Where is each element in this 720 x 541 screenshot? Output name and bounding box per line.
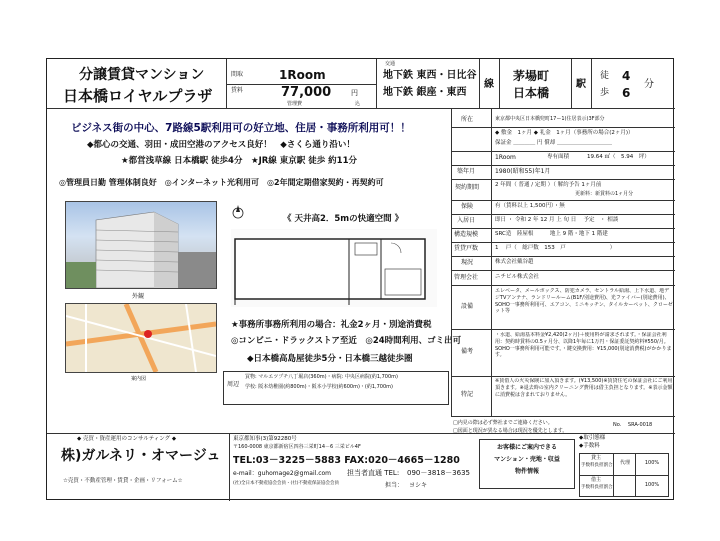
surroundings-label: 周辺	[227, 381, 240, 388]
building-photo	[65, 201, 217, 289]
person-name: ヨシキ	[409, 482, 428, 489]
movein-label: 入居日	[457, 217, 476, 224]
equipment-label: 設備	[461, 303, 474, 310]
photo-caption: 外観	[132, 293, 145, 300]
rent-label: 賃料	[231, 87, 244, 94]
area-map	[65, 303, 217, 373]
walk-label2: 歩	[600, 88, 610, 98]
catch-features: ◎管理員日勤 管理体制良好 ◎インターネット光利用可 ◎2年間定期借家契約・再契約可	[59, 178, 384, 187]
disclaimer-2: □図面と現況が異なる場合は現況を優先とします。	[453, 428, 568, 434]
current-label: 現況	[461, 259, 474, 266]
movein-value: 即日 ・ 令和 2 年 12 月 上 旬 日 予定 ・ 相談	[495, 217, 619, 223]
structure-value: SRC造 陸屋根 地上 9 階・地下 1 階建	[495, 231, 608, 237]
built-value: 1980(昭和55)年1月	[495, 168, 551, 175]
fee-share-label-1: 手数料負担割合	[581, 463, 613, 468]
contact-label: 担当者直通 TEL:	[347, 469, 400, 477]
remarks-label: 備考	[461, 348, 474, 355]
special-label: 特記	[461, 391, 474, 398]
line-suffix: 線	[484, 79, 494, 90]
license-number: 東京都知事(3)第92280号	[233, 436, 297, 442]
address-label: 所在	[461, 116, 474, 123]
period-label: 契約期間	[455, 184, 480, 191]
remarks-value: ・水道、給湯基本料金¥2,420(2ヶ月)＋使用料が請求されます。・保証会社利用：契約時賃料の0.5ヶ月分、以降1年毎に1万円・保証委託契約料¥550/月。SOHO一事務所利用可能です。・鍵交換費用：¥15,000(別途消費税)がかかります。	[495, 332, 672, 359]
rent-unit: 円	[351, 89, 358, 97]
stamp-line2: マンション・売地・収益	[494, 456, 560, 463]
fee-party-lessor: 貸主	[590, 455, 601, 461]
company-address: 〒160-0008 東京都新宿区四谷三栄町14－6 三栄ビル4F	[233, 444, 361, 450]
insurance-label: 保険	[461, 203, 474, 210]
note-convenience: ◎コンビニ・ドラックストア至近 ◎24時間利用、ゴミ出可	[231, 336, 462, 346]
traffic-label: 交通	[385, 61, 396, 67]
insurance-value: 有（賃料以上 1,500円）・無	[495, 203, 565, 209]
units-label: 賃貸戸数	[454, 245, 479, 252]
note-office-use: ★事務所事務所利用の場合：礼金2ヶ月・別途消費税	[231, 320, 432, 330]
area-label: 専有面積	[547, 154, 570, 160]
walk-min2: 6	[622, 86, 631, 100]
units-value: 1 戸（ 総戸数 153 戸 ）	[495, 245, 616, 251]
surroundings-line1: 買物: マルエツプチ八丁堀店(360m)・病院: 中央区病院(約1,700m)	[245, 374, 398, 380]
layout-value: 1Room	[279, 68, 326, 82]
fee-value-lessor: 100%	[644, 460, 660, 466]
renewal-fee: 更新料：新賃料の1ヶ月分	[575, 191, 634, 197]
period-value: 2 年間（ 普通 / 定期 ）（ 解約予告 1ヶ月前	[495, 182, 602, 188]
ceiling-height: 《 天井高2．5mの快適空間 》	[283, 214, 404, 224]
layout-label: 間取	[231, 71, 244, 78]
area-value: 19.64 ㎡（ 5.94 坪）	[587, 154, 650, 160]
area-layout: 1Room	[495, 154, 516, 161]
address-value: 東京都中央区日本橋兜町17ー1(住居表示)3F部分	[495, 116, 605, 122]
company-tel-fax: TEL:03－3225－5883 FAX:020－4665－1280	[233, 455, 460, 466]
company-email: e-mail：guhomage2@gmail.com	[233, 470, 332, 477]
fee-agent-label: 代理	[619, 460, 630, 466]
station1: 茅場町	[513, 69, 550, 83]
stamp-line1: お客様にご案内できる	[496, 444, 557, 451]
special-value: ※賃借人の火災保険に加入頂きます。(¥13,500)※賃貸住宅の保証会社にご利用頂きます。※退去時の室内クリーニング費用は借主負担となります。※表示金額に消費税は含まれておりません。	[495, 378, 673, 398]
built-label: 築年月	[457, 168, 476, 175]
structure-label: 構造規模	[454, 231, 479, 238]
station-suffix: 駅	[576, 79, 586, 90]
company-name: 株)ガルネリ・オマージュ	[61, 448, 221, 464]
property-flyer	[46, 58, 674, 500]
walk-min1: 4	[622, 69, 631, 83]
surroundings-line2: 学校: 阪本幼稚園(約800m)・阪本小学校(約600m)・(約1,700m)	[245, 384, 393, 390]
contact-tel: 090－3818－3635	[407, 469, 470, 477]
deposit-row: ◆ 敷金 1ヶ月 ◆ 礼金 1ヶ月（事務所の場合(2ヶ月)）	[495, 130, 634, 136]
mgmt-company-value: ニチビル株式会社	[495, 274, 540, 280]
floor-plan	[231, 229, 437, 307]
building-name: 日本橋ロイヤルプラザ	[63, 87, 213, 105]
title-line1: 分譲賃貸マンション	[79, 67, 205, 83]
north-arrow-icon	[231, 204, 245, 218]
note-shopping: ◆日本橋高島屋徒歩5分・日本橋三越徒歩圏	[247, 354, 413, 364]
mgmt-company-label: 管理会社	[454, 274, 479, 281]
disclaimer-1: □内見の際は必ず弊社までご連絡ください。	[453, 420, 553, 426]
mgmt-fee-label: 管理費	[287, 101, 303, 107]
catch-sub2: ★都営浅草線 日本橋駅 徒歩4分 ★JR線 東京駅 徒歩 約11分	[121, 156, 357, 166]
mgmt-fee-included: 込	[355, 101, 361, 107]
station2: 日本橋	[513, 86, 550, 100]
catch-sub1: ◆都心の交通、羽田・成田空港のアクセス良好！ ◆さくら通り沿い！	[87, 140, 355, 150]
map-caption: 案内図	[131, 376, 147, 382]
fee-party-lessee: 借主	[590, 477, 601, 483]
consulting-text: ◆ 売買・資産運用のコンサルティング ◆	[77, 436, 177, 442]
equipment-value: エレベータ、メールボックス、防犯カメラ、セントラル給湯、上下水道、地デジTVアンテナ、ランドリールーム(B1F/別途費用)、光ファイバー(別途費用)、SOHO一事務所利用可、エアコン、ミニキッチン、タイルカーペット、クローゼット等	[495, 288, 673, 315]
current-value: 株式会社戴谷趙	[495, 259, 534, 265]
rent-value: 77,000	[281, 85, 332, 100]
trade-type-label: ◆取引態様	[579, 435, 606, 441]
stamp-line3: 物件情報	[514, 468, 539, 475]
document-number: No. SRA-0018	[613, 422, 653, 428]
association-text: (社)全日本不動産協会会員・(社)不動産保証協会会員	[233, 481, 340, 486]
walk-label1: 徒	[600, 71, 610, 81]
fee-label: ◆手数料	[579, 443, 600, 449]
person-label: 担当：	[385, 482, 404, 489]
services-text: ☆売買・不動産管理・賃貸・企画・リフォーム☆	[63, 478, 183, 484]
line1: 地下鉄 東西・日比谷	[383, 70, 477, 81]
fee-value-lessee: 100%	[644, 482, 660, 488]
fee-share-label-2: 手数料負担割合	[581, 485, 613, 490]
line2: 地下鉄 銀座・東西	[383, 87, 467, 98]
min-unit: 分	[644, 79, 654, 90]
catch-main: ビジネス街の中心、7路線5駅利用可の好立地、住居・事務所利用可！！	[71, 122, 411, 134]
guarantee-row: 保証金 ＿＿＿＿ 円 償却 ＿＿＿＿＿＿＿＿＿＿	[495, 140, 612, 146]
